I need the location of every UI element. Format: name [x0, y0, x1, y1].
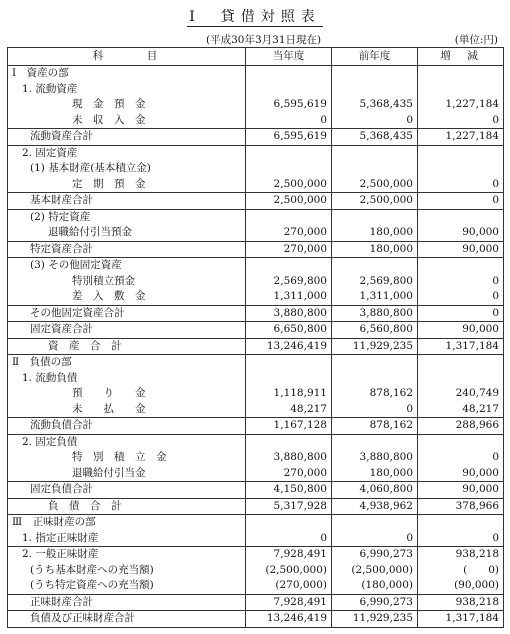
cell-current: 2,500,000 [246, 193, 332, 210]
cell-previous: 5,368,435 [332, 97, 418, 113]
table-row [8, 193, 504, 210]
cell-current: 5,317,928 [246, 498, 332, 515]
cell-previous: 878,162 [332, 386, 418, 402]
cell-change: 90,000 [418, 482, 504, 499]
row-label: 1. 指定正味財産 [8, 531, 246, 547]
cell-change [418, 66, 504, 82]
row-label: 特別積立預金 [8, 274, 246, 290]
cell-previous: (2,500,000) [332, 563, 418, 579]
table-row [8, 305, 504, 322]
table-row [8, 66, 504, 82]
cell-change: 90,000 [418, 466, 504, 482]
cell-current: 1,167,128 [246, 418, 332, 435]
row-label: 2. 一般正味財産 [8, 547, 246, 563]
cell-current [246, 355, 332, 371]
cell-previous: (180,000) [332, 578, 418, 594]
cell-change: 0 [418, 305, 504, 322]
row-label: 差 入 敷 金 [8, 289, 246, 305]
cell-change [418, 371, 504, 387]
cell-previous [332, 258, 418, 274]
row-label: 未 払 金 [8, 402, 246, 418]
table-row [8, 611, 504, 628]
row-label: 2. 固定資産 [8, 145, 246, 161]
cell-previous: 1,311,000 [332, 289, 418, 305]
cell-current: 270,000 [246, 225, 332, 241]
row-label: 特 別 積 立 金 [8, 450, 246, 466]
row-label: 未 収 入 金 [8, 113, 246, 129]
cell-previous: 180,000 [332, 241, 418, 258]
cell-current: 1,311,000 [246, 289, 332, 305]
table-header-row [8, 48, 504, 66]
cell-change: 288,966 [418, 418, 504, 435]
cell-previous: 878,162 [332, 418, 418, 435]
table-row [8, 578, 504, 594]
cell-change [418, 209, 504, 225]
table-row [8, 563, 504, 579]
row-label: (2) 特定資産 [8, 209, 246, 225]
cell-previous [332, 161, 418, 177]
cell-change: (90,000) [418, 578, 504, 594]
table-row [8, 466, 504, 482]
table-row [8, 386, 504, 402]
table-row [8, 531, 504, 547]
cell-change: 0 [418, 274, 504, 290]
cell-current: 48,217 [246, 402, 332, 418]
cell-previous [332, 371, 418, 387]
table-row [8, 209, 504, 225]
cell-change: 0 [418, 177, 504, 193]
cell-previous [332, 82, 418, 98]
row-label: 2. 固定負債 [8, 434, 246, 450]
table-row [8, 482, 504, 499]
cell-previous: 2,500,000 [332, 193, 418, 210]
row-label: その他固定資産合計 [8, 305, 246, 322]
cell-previous [332, 355, 418, 371]
cell-change: 0 [418, 531, 504, 547]
cell-current [246, 515, 332, 531]
cell-current [246, 258, 332, 274]
cell-current: 3,880,800 [246, 305, 332, 322]
row-label: 定 期 預 金 [8, 177, 246, 193]
cell-change: 240,749 [418, 386, 504, 402]
row-label: Ⅰ 資産の部 [8, 66, 246, 82]
cell-current: 13,246,419 [246, 338, 332, 355]
cell-current: (270,000) [246, 578, 332, 594]
cell-change: 1,227,184 [418, 129, 504, 146]
cell-current: 3,880,800 [246, 450, 332, 466]
row-label: 流動負債合計 [8, 418, 246, 435]
table-row [8, 450, 504, 466]
cell-change: 90,000 [418, 225, 504, 241]
row-label: 固定資産合計 [8, 322, 246, 339]
cell-current [246, 209, 332, 225]
cell-change [418, 355, 504, 371]
cell-change [418, 82, 504, 98]
cell-change: 0 [418, 193, 504, 210]
table-row [8, 113, 504, 129]
cell-current [246, 145, 332, 161]
table-row [8, 82, 504, 98]
cell-current [246, 371, 332, 387]
row-label: (3) その他固定資産 [8, 258, 246, 274]
balance-sheet-table [7, 47, 504, 628]
table-row [8, 97, 504, 113]
cell-change: ( 0) [418, 563, 504, 579]
table-row [8, 418, 504, 435]
cell-current: 2,500,000 [246, 177, 332, 193]
cell-previous: 4,060,800 [332, 482, 418, 499]
cell-change: 90,000 [418, 322, 504, 339]
cell-previous: 6,560,800 [332, 322, 418, 339]
row-label: 正味財産合計 [8, 594, 246, 611]
row-label: 固定負債合計 [8, 482, 246, 499]
cell-change: 0 [418, 113, 504, 129]
cell-current: 6,595,619 [246, 129, 332, 146]
header-account: 科 目 [8, 48, 246, 66]
cell-change [418, 258, 504, 274]
table-row [8, 355, 504, 371]
cell-change [418, 161, 504, 177]
document-title: Ⅰ 貸借対照表 [189, 9, 321, 25]
cell-change: 1,227,184 [418, 97, 504, 113]
report-date: (平成30年3月31日現在) [206, 34, 322, 46]
table-row [8, 547, 504, 563]
cell-change: 1,317,184 [418, 611, 504, 628]
row-label: 1. 流動負債 [8, 371, 246, 387]
cell-current: (2,500,000) [246, 563, 332, 579]
header-change: 増 減 [418, 48, 504, 66]
cell-previous: 3,880,800 [332, 450, 418, 466]
table-row [8, 145, 504, 161]
cell-previous: 11,929,235 [332, 611, 418, 628]
cell-current: 6,650,800 [246, 322, 332, 339]
row-label: (1) 基本財産(基本積立金) [8, 161, 246, 177]
cell-previous: 3,880,800 [332, 305, 418, 322]
table-row [8, 322, 504, 339]
row-label: 現 金 預 金 [8, 97, 246, 113]
table-row [8, 258, 504, 274]
header-current-year: 当年度 [246, 48, 332, 66]
table-row [8, 177, 504, 193]
cell-current: 6,595,619 [246, 97, 332, 113]
cell-previous [332, 145, 418, 161]
table-row [8, 225, 504, 241]
cell-previous: 0 [332, 402, 418, 418]
cell-previous: 180,000 [332, 466, 418, 482]
header-previous-year: 前年度 [332, 48, 418, 66]
cell-current: 270,000 [246, 466, 332, 482]
row-label: Ⅱ 負債の部 [8, 355, 246, 371]
cell-change [418, 145, 504, 161]
cell-previous: 2,569,800 [332, 274, 418, 290]
cell-current: 0 [246, 113, 332, 129]
cell-current [246, 161, 332, 177]
cell-current: 7,928,491 [246, 594, 332, 611]
cell-current [246, 82, 332, 98]
cell-previous: 2,500,000 [332, 177, 418, 193]
cell-previous: 6,990,273 [332, 547, 418, 563]
cell-previous [332, 209, 418, 225]
cell-previous: 0 [332, 531, 418, 547]
table-row [8, 434, 504, 450]
cell-previous: 6,990,273 [332, 594, 418, 611]
cell-change: 0 [418, 450, 504, 466]
cell-change [418, 515, 504, 531]
cell-current: 270,000 [246, 241, 332, 258]
cell-current: 13,246,419 [246, 611, 332, 628]
cell-change: 378,966 [418, 498, 504, 515]
cell-current: 4,150,800 [246, 482, 332, 499]
row-label: 特定資産合計 [8, 241, 246, 258]
cell-current: 0 [246, 531, 332, 547]
cell-previous: 5,368,435 [332, 129, 418, 146]
row-label: 流動資産合計 [8, 129, 246, 146]
table-row [8, 274, 504, 290]
row-label: 資 産 合 計 [8, 338, 246, 355]
cell-previous: 4,938,962 [332, 498, 418, 515]
cell-change: 938,218 [418, 547, 504, 563]
cell-change: 90,000 [418, 241, 504, 258]
cell-change: 1,317,184 [418, 338, 504, 355]
cell-change: 0 [418, 289, 504, 305]
table-row [8, 289, 504, 305]
row-label: (うち特定資産への充当額) [8, 578, 246, 594]
row-label: 基本財産合計 [8, 193, 246, 210]
table-row [8, 371, 504, 387]
cell-current: 1,118,911 [246, 386, 332, 402]
cell-previous: 0 [332, 113, 418, 129]
table-row [8, 594, 504, 611]
cell-previous: 11,929,235 [332, 338, 418, 355]
row-label: 退職給付引当預金 [8, 225, 246, 241]
unit-label: (単位:円) [454, 34, 498, 46]
cell-current: 2,569,800 [246, 274, 332, 290]
row-label: (うち基本財産への充当額) [8, 563, 246, 579]
table-row [8, 402, 504, 418]
row-label: 負 債 合 計 [8, 498, 246, 515]
table-row [8, 515, 504, 531]
row-label: 1. 流動資産 [8, 82, 246, 98]
cell-current [246, 66, 332, 82]
row-label: 預 り 金 [8, 386, 246, 402]
row-label: 退職給付引当金 [8, 466, 246, 482]
cell-previous [332, 66, 418, 82]
table-row [8, 498, 504, 515]
table-row [8, 338, 504, 355]
cell-current: 7,928,491 [246, 547, 332, 563]
table-row [8, 241, 504, 258]
cell-previous: 180,000 [332, 225, 418, 241]
table-row [8, 161, 504, 177]
cell-previous [332, 515, 418, 531]
cell-change [418, 434, 504, 450]
cell-previous [332, 434, 418, 450]
cell-change: 938,218 [418, 594, 504, 611]
table-row [8, 129, 504, 146]
row-label: Ⅲ 正味財産の部 [8, 515, 246, 531]
cell-change: 48,217 [418, 402, 504, 418]
row-label: 負債及び正味財産合計 [8, 611, 246, 628]
cell-current [246, 434, 332, 450]
